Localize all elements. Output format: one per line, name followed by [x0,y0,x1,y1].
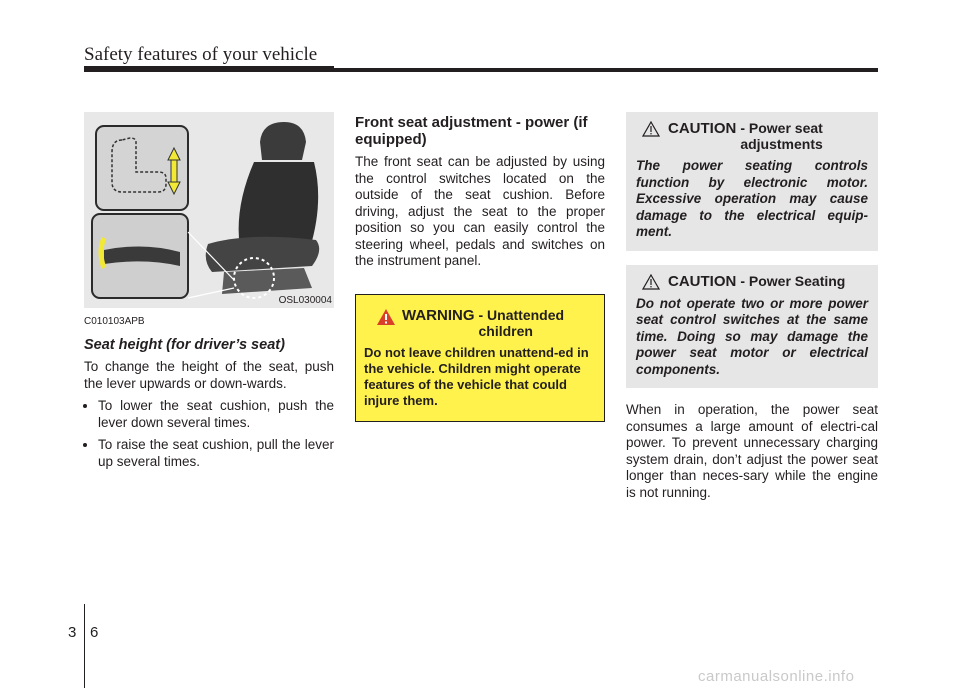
caution-box-2 [626,265,878,389]
watermark: carmanualsonline.info [698,668,855,685]
bullet-raise: • To raise the seat cushion, pull the lever up several times. [98,437,334,470]
right-column [626,112,878,501]
caution-2-label: CAUTION [668,272,737,290]
chapter-number: 3 [68,624,77,641]
seat-height-figure [84,112,334,308]
figure-code: OSL030004 [278,295,332,306]
seat-illustration [84,112,334,308]
warning-header [364,307,596,339]
power-seat-body: The front seat can be adjusted by using the control switches located on the outside of the seat cushion. Before driving, adjust the seat to the proper position so you can easily control the steering wheel, pedals and switches on the instrument panel. [355,154,605,268]
page-header-title: Safety features of your vehicle [84,44,318,65]
caution-1-title: - Power seat adjustments [740,120,823,152]
caution-triangle-icon [642,274,660,290]
caution-2-header [636,273,868,290]
seat-height-heading: Seat height (for driver’s seat) [84,337,285,353]
power-consumption-body: When in operation, the power seat consumes a large amount of electri-cal power. To prevent unnecessary charging system drain, don’t adjust the power seat longer than neces-sary while the engine is not running. [626,402,878,500]
warning-title: - Unattended children [478,306,565,339]
warning-body: Do not leave children unattend-ed in the vehicle. Children might operate features of the vehicle that could injure them. [364,344,589,408]
middle-column [355,112,605,422]
bullet-lower: • To lower the seat cushion, push the lever down several times. [98,398,334,431]
reference-code: C010103APB [84,316,145,327]
seat-height-intro: To change the height of the seat, push the lever upwards or down-wards. [84,359,334,391]
warning-triangle-icon [376,308,396,326]
caution-1-label: CAUTION [668,120,737,137]
page-number-divider [84,604,85,688]
warning-label: WARNING [402,306,475,324]
power-seat-heading: Front seat adjustment - power (if equipped) [355,114,588,148]
caution-triangle-icon [642,121,660,137]
caution-box-1 [626,112,878,251]
page-number: 6 [90,624,99,641]
caution-2-body: Do not operate two or more power seat control switches at the same time. Doing so may damage the power seat motor or electrical components. [636,295,868,377]
caution-1-body: The power seating controls function by electronic motor. Excessive operation may cause damage to the electrical equip-ment. [636,158,868,239]
caution-2-title: - Power Seating [740,272,846,289]
seat-height-bullets [84,398,334,470]
caution-1-header [636,120,868,152]
warning-box [355,294,605,422]
left-column [84,112,334,476]
header-rule [84,68,878,72]
